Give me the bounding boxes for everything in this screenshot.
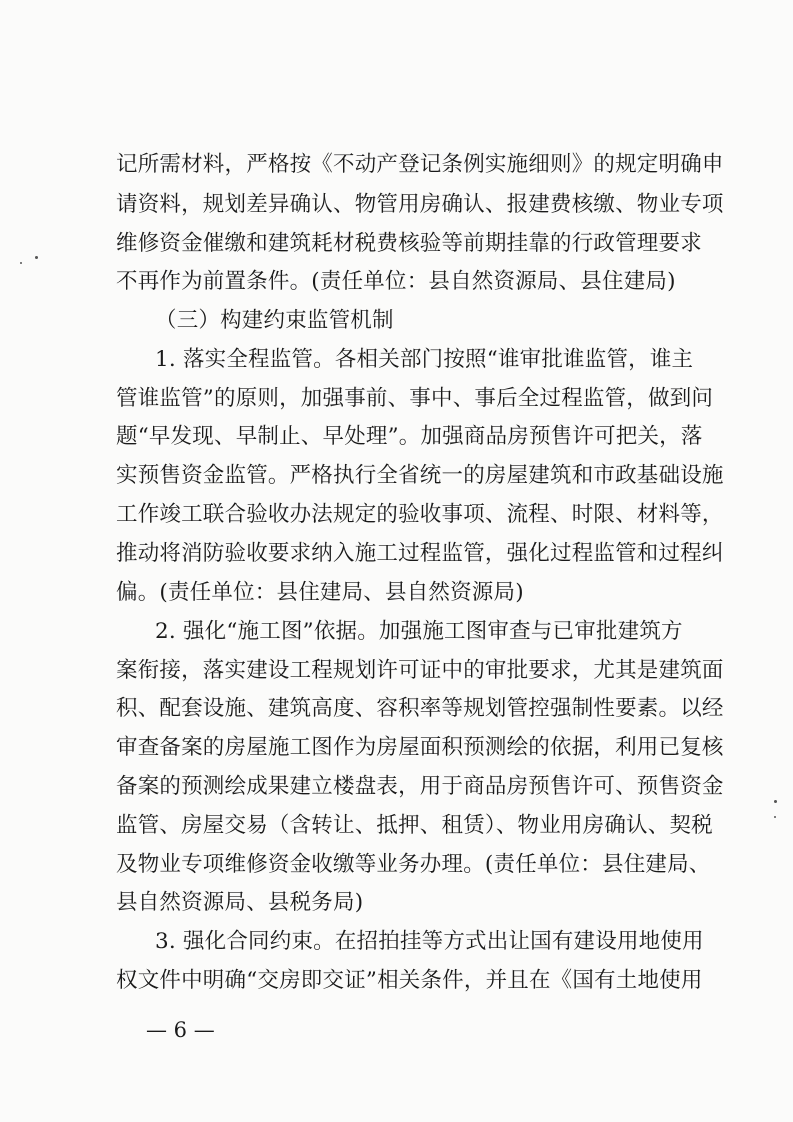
text-line: 请资料，规划差异确认、物管用房确认、报建费核缴、物业专项 (116, 192, 724, 217)
text-line: 案衔接，落实建设工程规划许可证中的审批要求，尤其是建筑面 (116, 658, 724, 683)
text-line: 权文件中明确“交房即交证”相关条件，并且在《国有土地使用 (116, 968, 703, 993)
text-line: 县自然资源局、县税务局) (116, 890, 364, 915)
scan-speck (20, 262, 22, 264)
text-line: 不再作为前置条件。(责任单位：县自然资源局、县住建局) (116, 269, 676, 294)
text-line: 1. 落实全程监管。各相关部门按照“谁审批谁监管，谁主 (155, 347, 694, 372)
scan-speck (774, 800, 777, 803)
text-line: 记所需材料，严格按《不动产登记条例实施细则》的规定明确申 (116, 152, 724, 177)
text-line: 实预售资金监管。严格执行全省统一的房屋建筑和市政基础设施 (116, 463, 724, 488)
text-line: 积、配套设施、建筑高度、容积率等规划管控强制性要素。以经 (116, 696, 724, 721)
text-line: 题“早发现、早制止、早处理”。加强商品房预售许可把关，落 (116, 424, 703, 449)
text-line: 监管、房屋交易（含转让、抵押、租赁）、物业用房确认、契税 (116, 813, 713, 838)
text-line: 管谁监管”的原则，加强事前、事中、事后全过程监管，做到问 (116, 386, 714, 411)
text-line: 3. 强化合同约束。在招拍挂等方式出让国有建设用地使用 (155, 929, 704, 954)
text-line: 审查备案的房屋施工图作为房屋面积预测绘的依据，利用已复核 (116, 735, 724, 760)
text-line: 维修资金催缴和建筑耗材税费核验等前期挂靠的行政管理要求 (116, 231, 702, 256)
scan-speck (35, 256, 38, 259)
page-number: — 6 — (146, 1018, 215, 1042)
text-line: 偏。(责任单位：县住建局、县自然资源局) (116, 580, 524, 605)
text-line: 及物业专项维修资金收缴等业务办理。(责任单位：县住建局、 (116, 852, 711, 877)
text-line: 推动将消防验收要求纳入施工过程监管，强化过程监管和过程纠 (116, 541, 724, 566)
text-line: 工作竣工联合验收办法规定的验收事项、流程、时限、材料等， (116, 502, 724, 527)
section-heading: （三）构建约束监管机制 (155, 308, 394, 333)
scan-speck (774, 816, 776, 818)
text-line: 备案的预测绘成果建立楼盘表，用于商品房预售许可、预售资金 (116, 774, 724, 799)
text-line: 2. 强化“施工图”依据。加强施工图审查与已审批建筑方 (155, 619, 683, 644)
